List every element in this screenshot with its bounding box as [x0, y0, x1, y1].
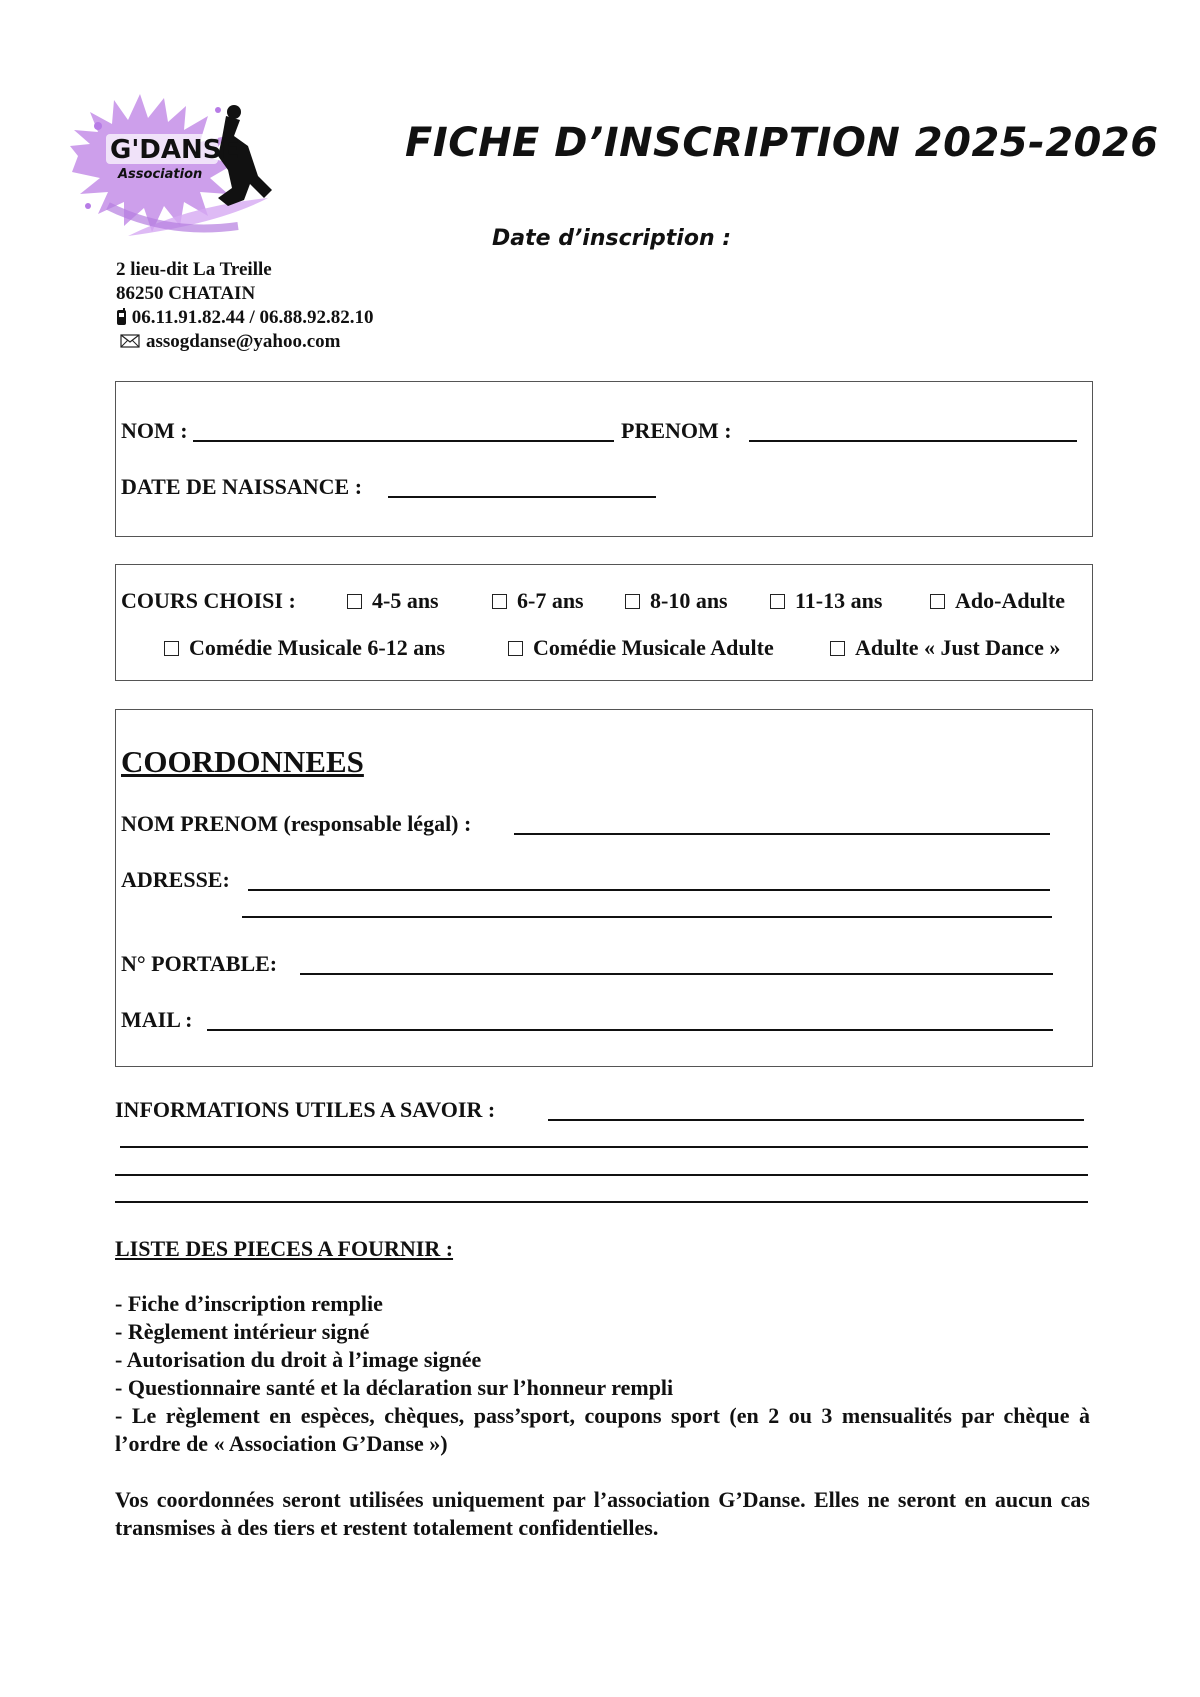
course-option-label: Ado-Adulte [955, 588, 1066, 613]
courses-label: COURS CHOISI : [121, 588, 296, 613]
logo-text: G'DANSE [110, 135, 240, 165]
course-checkbox-6-7[interactable] [492, 588, 584, 614]
course-option-label: Comédie Musicale Adulte [533, 635, 774, 660]
pieces-title: LISTE DES PIECES A FOURNIR : [115, 1236, 454, 1261]
course-option-label: 11-13 ans [795, 588, 883, 613]
prenom-field[interactable] [749, 440, 1077, 442]
infos-field-line-2[interactable] [120, 1146, 1088, 1148]
identity-section [115, 381, 1093, 537]
association-logo [68, 86, 286, 246]
phone-row [116, 306, 373, 330]
infos-label: INFORMATIONS UTILES A SAVOIR : [115, 1097, 496, 1122]
course-checkbox-comedie-6-12[interactable] [164, 635, 445, 661]
checkbox-icon [492, 594, 507, 609]
course-checkbox-ado-adulte[interactable] [930, 588, 1065, 614]
contact-info [116, 258, 373, 354]
checkbox-icon [770, 594, 785, 609]
adresse-field-line-1[interactable] [248, 889, 1050, 891]
logo-splash-graphic [68, 86, 286, 246]
responsable-label: NOM PRENOM (responsable légal) : [121, 811, 472, 836]
course-checkbox-11-13[interactable] [770, 588, 882, 614]
infos-field-line-3[interactable] [115, 1174, 1088, 1176]
coordonnees-title: COORDONNEES [121, 744, 364, 779]
checkbox-icon [508, 641, 523, 656]
nom-label: NOM : [121, 418, 188, 443]
course-checkbox-comedie-adulte[interactable] [508, 635, 774, 661]
checkbox-icon [930, 594, 945, 609]
adresse-label: ADRESSE: [121, 867, 230, 892]
mail-field[interactable] [207, 1029, 1053, 1031]
registration-date-label: Date d’inscription : [492, 226, 732, 251]
course-option-label: Adulte « Just Dance » [855, 635, 1061, 660]
infos-field-line-4[interactable] [115, 1201, 1088, 1203]
course-checkbox-4-5[interactable] [347, 588, 439, 614]
checkbox-icon [625, 594, 640, 609]
responsable-field[interactable] [514, 833, 1050, 835]
pieces-list [115, 1290, 1090, 1458]
checkbox-icon [164, 641, 179, 656]
naissance-label: DATE DE NAISSANCE : [121, 474, 363, 499]
course-option-label: 6-7 ans [517, 588, 584, 613]
portable-label: N° PORTABLE: [121, 951, 278, 976]
list-item: - Questionnaire santé et la déclaration sur l’honneur rempli [115, 1375, 674, 1400]
email-address: assogdanse@yahoo.com [146, 331, 341, 352]
adresse-field-line-2[interactable] [242, 916, 1052, 918]
phone-icon [116, 308, 127, 326]
mail-label: MAIL : [121, 1007, 193, 1032]
courses-section [115, 564, 1093, 681]
checkbox-icon [830, 641, 845, 656]
email-row [116, 330, 373, 354]
naissance-field[interactable] [388, 496, 656, 498]
course-option-label: Comédie Musicale 6-12 ans [189, 635, 446, 660]
course-checkbox-8-10[interactable] [625, 588, 728, 614]
envelope-icon [120, 334, 140, 348]
privacy-notice: Vos coordonnées seront utilisées uniquement par l’association G’Danse. Elles ne seront en aucun cas transmises à des tiers et restent totalement confidentielles. [115, 1487, 1090, 1540]
phone-numbers: 06.11.91.82.44 / 06.88.92.82.10 [131, 307, 374, 328]
list-item: - Le règlement en espèces, chèques, pass’sport, coupons sport (en 2 ou 3 mensualités par chèque à l’ordre de « Association G’Danse ») [115, 1403, 1090, 1456]
checkbox-icon [347, 594, 362, 609]
course-option-label: 4-5 ans [372, 588, 439, 613]
list-item: - Autorisation du droit à l’image signée [115, 1347, 482, 1372]
logo-subtext: Association [118, 167, 203, 182]
address-line-2: 86250 CHATAIN [116, 283, 256, 304]
prenom-label: PRENOM : [621, 418, 732, 443]
page-title: FICHE D’INSCRIPTION 2025-2026 [405, 120, 1159, 166]
list-item: - Fiche d’inscription remplie [115, 1291, 383, 1316]
nom-field[interactable] [193, 440, 614, 442]
course-checkbox-just-dance[interactable] [830, 635, 1060, 661]
portable-field[interactable] [300, 973, 1053, 975]
infos-field-line-1[interactable] [548, 1119, 1084, 1121]
course-option-label: 8-10 ans [650, 588, 728, 613]
address-line-1: 2 lieu-dit La Treille [116, 259, 272, 280]
list-item: - Règlement intérieur signé [115, 1319, 370, 1344]
